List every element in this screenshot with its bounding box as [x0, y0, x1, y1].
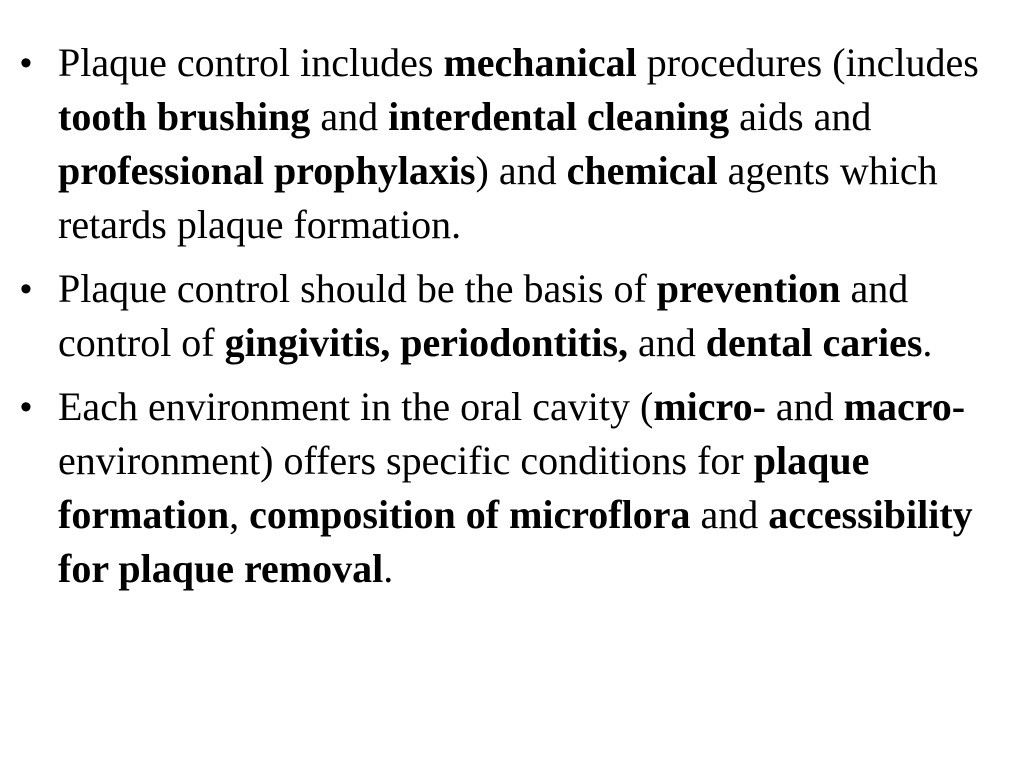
segment: , — [229, 492, 250, 537]
segment: agents which retards plaque formation. — [58, 148, 938, 247]
segment: and control of — [58, 266, 909, 365]
bold-term: composition of microflora — [249, 492, 691, 537]
segment: . — [383, 546, 394, 591]
bold-term: macro- — [843, 384, 966, 429]
bold-term: accessibility for plaque removal — [58, 492, 973, 591]
bullet-list — [20, 36, 1005, 606]
bold-term: chemical — [566, 148, 718, 193]
bold-term: gingivitis, periodontitis, — [224, 320, 629, 365]
segment: Each environment in the oral cavity ( — [58, 384, 654, 429]
bold-term: dental caries — [705, 320, 923, 365]
segment: and — [690, 492, 769, 537]
bullet-item-2 — [20, 262, 1005, 370]
segment: and — [310, 94, 389, 139]
bold-term: tooth brushing — [58, 94, 311, 139]
segment: and — [765, 384, 844, 429]
segment: Plaque control should be the basis of — [58, 266, 657, 311]
bullet-point-icon: • — [20, 44, 32, 82]
bold-term: plaque formation — [58, 438, 870, 537]
segment: Plaque control includes — [58, 40, 444, 85]
segment: aids and — [729, 94, 872, 139]
bold-term: professional prophylaxis — [58, 148, 476, 193]
bullet-item-3 — [20, 380, 1005, 596]
segment: and — [628, 320, 706, 365]
bullet-point-icon: • — [20, 270, 32, 308]
bullet-point-icon: • — [20, 388, 32, 426]
segment: . — [922, 320, 933, 365]
segment: environment) offers specific conditions for — [58, 438, 754, 483]
bold-term: interdental cleaning — [388, 94, 730, 139]
segment: ) and — [475, 148, 567, 193]
bold-term: mechanical — [443, 40, 637, 85]
bold-term: prevention — [656, 266, 841, 311]
segment: procedures (includes — [636, 40, 979, 85]
bold-term: micro- — [653, 384, 766, 429]
bullet-item-1 — [20, 36, 1005, 252]
